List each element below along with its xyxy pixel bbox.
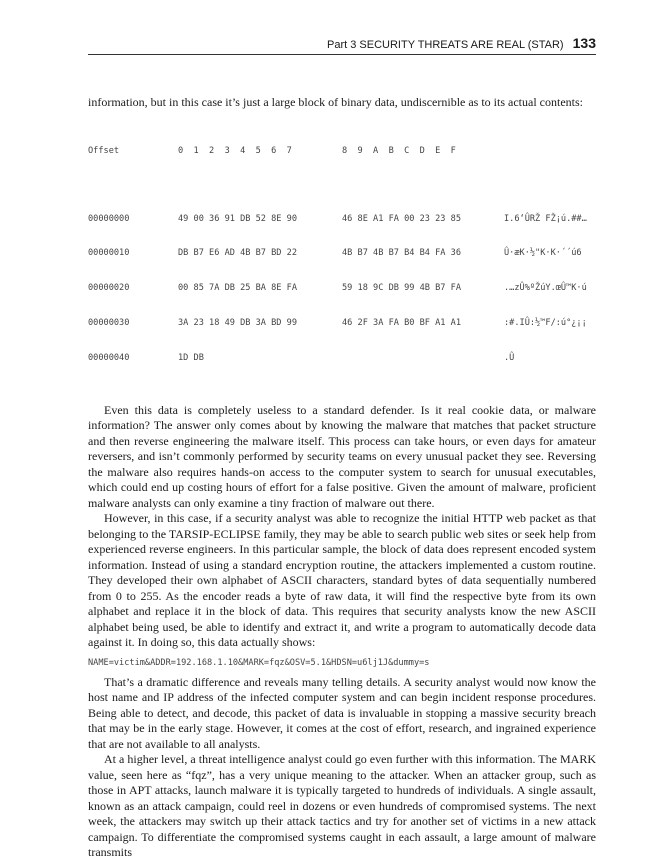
hex-row — [88, 248, 596, 260]
header-rule — [88, 54, 596, 55]
hex-dump — [88, 123, 596, 388]
hex-ascii: I.6‘ÛRŽ FŽ¡ú.##… — [504, 213, 587, 224]
hex-bytes-high: 59 18 9C DB 99 4B B7 FA — [342, 283, 461, 294]
hex-header-row — [88, 146, 596, 158]
hex-ascii: .…zÛ%ºŽúY.œÛ™K·ú — [504, 283, 587, 294]
hex-offset: 00000010 — [88, 248, 130, 259]
body-paragraph-2: However, in this case, if a security analyst was able to recognize the initial HTTP web packet as that belonging to the TARSIP-ECLIPSE family, they may be able to search public web sites or seek help from experienced reverse engineers. In this particular sample, the block of data does represent encoded system information. Instead of using a standard encryption routine, the attackers implemented a custom routine. They developed their own alphabet of ASCII characters, standard bytes of data sequentially numbered from 0 to 255. As the encoder reads a byte of raw data, it will find the respective byte from its own alphabet and replace it in the block of data. This requires that security analysts know the new ASCII alphabet being used, be able to identify and extract it, and write a program to automatically decode data against it. In doing so, this data actually shows: — [88, 511, 596, 650]
page-body — [88, 95, 596, 861]
hex-bytes-high: 4B B7 4B B7 B4 B4 FA 36 — [342, 248, 461, 259]
page-number: 133 — [572, 35, 596, 51]
hex-row — [88, 214, 596, 226]
header-part: Part 3 — [327, 39, 357, 51]
body-paragraph-4: At a higher level, a threat intelligence analyst could go even further with this information. The MARK value, seen here as “fqz”, has a very unique meaning to the attacker. When an attacker group, such as those in APT attacks, launch malware it is typically targeted to hundreds of individuals. A single assault, known as an attack campaign, could reel in dozens or even hundreds of compromised systems. The next week, the attackers may switch up their attack tactics and try for another set of victims in a new attack campaign. To differentiate the compromised systems caught in each assault, a large amount of malware transmits — [88, 752, 596, 860]
header-title: SECURITY THREATS ARE REAL (STAR) — [359, 39, 564, 51]
hex-bytes-high: 46 8E A1 FA 00 23 23 85 — [342, 213, 461, 224]
hex-bytes-low: 00 85 7A DB 25 BA 8E FA — [178, 283, 297, 294]
hex-header-bytes-low: 0 1 2 3 4 5 6 7 — [178, 145, 292, 156]
decoded-data: NAME=victim&ADDR=192.168.1.10&MARK=fqz&OSV=5.1&HDSN=u6lj1J&dummy=s — [88, 657, 430, 668]
hex-row — [88, 283, 596, 295]
hex-row — [88, 318, 596, 330]
hex-bytes-low: 49 00 36 91 DB 52 8E 90 — [178, 213, 297, 224]
hex-ascii: Û·æK·½"K·K·´´ú6 — [504, 248, 582, 259]
hex-offset: 00000030 — [88, 318, 130, 328]
hex-offset: 00000040 — [88, 352, 130, 363]
hex-offset: 00000000 — [88, 213, 130, 224]
intro-paragraph: information, but in this case it’s just a large block of binary data, undiscernible as to its actual contents: — [88, 95, 583, 109]
hex-ascii: :#.IÛ:½™F/:ú°¿¡¡ — [504, 318, 587, 328]
hex-bytes-low: DB B7 E6 AD 4B B7 BD 22 — [178, 248, 297, 259]
running-header — [88, 36, 596, 52]
hex-row — [88, 353, 596, 365]
hex-header-bytes-high: 8 9 A B C D E F — [342, 145, 456, 156]
body-paragraph-1: Even this data is completely useless to a standard defender. Is it real cookie data, or malware information? The answer only comes about by knowing the malware that matches that packet structure and then reverse engineering the malware itself. This process can take hours, or even days for amateur reversers, and isn’t commonly performed by security teams on every unusual packet they see. Reversing the malware also requires hands-on access to the computer system to search for unusual executables, which could end up costing hours of effort for a false positive. Given the amount of malware, proficient malware analysts can only examine a tiny fraction of malware out there. — [88, 402, 596, 510]
hex-bytes-low: 3A 23 18 49 DB 3A BD 99 — [178, 318, 297, 328]
hex-header-offset: Offset — [88, 145, 120, 156]
hex-spacer — [88, 180, 596, 190]
hex-offset: 00000020 — [88, 283, 130, 294]
hex-bytes-low: 1D DB — [178, 352, 204, 363]
hex-ascii: .Û — [504, 352, 515, 363]
hex-bytes-high: 46 2F 3A FA B0 BF A1 A1 — [342, 318, 461, 328]
body-paragraph-3: That’s a dramatic difference and reveals many telling details. A security analyst would now know the host name and IP address of the infected computer system and can begin incident response procedures. Being able to detect, and decode, this packet of data is invaluable in stopping a massive security breach that may be in the early stage. However, it comes at the cost of effort, research, and ingrained experience that are not available to all analysts. — [88, 674, 596, 751]
